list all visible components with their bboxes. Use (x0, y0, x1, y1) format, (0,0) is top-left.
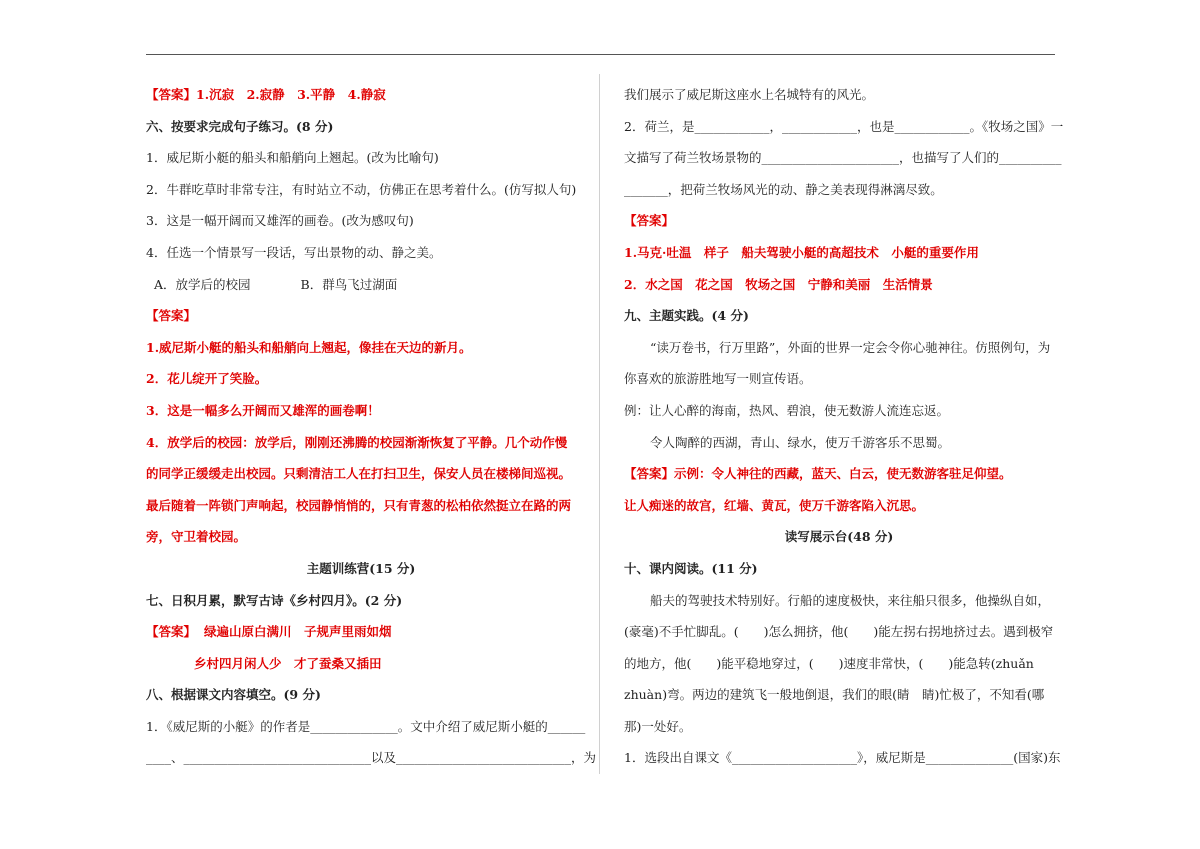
left-column (146, 79, 597, 774)
answer-6-item-4: 4．放学后的校园：放学后，刚刚还沸腾的校园渐渐恢复了平静。几个动作慢的同学正缓缓走出校园。只剩清洁工人在打扫卫生，保安人员在楼梯间巡视。最后随着一阵锁门声响起，校园静悄悄的，只有青葱的松柏依然挺立在路的两旁，守卫着校园。 (146, 434, 572, 545)
answer-7-line-1: 绿遍山原白满川 子规声里雨如烟 (204, 624, 392, 640)
answer-5 (146, 79, 576, 111)
question-9-text: “读万卷书，行万里路”，外面的世界一定会令你心驰神往。仿照例句，为你喜欢的旅游胜地写一则宣传语。 (624, 339, 1051, 387)
answer-6-item-1: 1.威尼斯小艇的船头和船艄向上翘起，像挂在天边的新月。 (146, 339, 472, 355)
question-7-title: 七、日积月累，默写古诗《乡村四月》。(2 分) (146, 592, 403, 608)
answer-tag: 【答案】 (146, 87, 197, 102)
answer-tag: 【答案】 (146, 624, 197, 640)
top-rule (146, 54, 1055, 55)
question-9-example-1: 例：让人心醉的海南，热风、碧浪，使无数游人流连忘返。 (624, 402, 950, 418)
answer-9 (624, 458, 1054, 490)
answer-tag: 【答案】 (624, 213, 675, 229)
section-title: 主题训练营(15 分) (306, 560, 416, 576)
answer-6-item-2: 2．花儿绽开了笑脸。 (146, 371, 268, 387)
question-6-item-4: 4．任选一个情景写一段话，写出景物的动、静之美。 (146, 244, 442, 260)
question-8-item-1-cont: ____、______________________________以及____________________________，为 (146, 750, 597, 766)
answer-7 (146, 616, 576, 648)
question-8-item-2: 2．荷兰，是____________，____________，也是____________。《牧场之国》一 (624, 118, 1064, 134)
question-6-options: A．放学后的校园 B．群鸟飞过湖面 (154, 276, 398, 292)
question-8-item-2-end: _______，把荷兰牧场风光的动、静之美表现得淋漓尽致。 (624, 181, 943, 197)
answer-7-line-2: 乡村四月闲人少 才了蚕桑又插田 (194, 655, 382, 671)
question-10-title: 十、课内阅读。(11 分) (624, 560, 758, 576)
question-8-title: 八、根据课文内容填空。(9 分) (146, 687, 321, 703)
question-8-item-1: 1．《威尼斯的小艇》的作者是______________。文中介绍了威尼斯小艇的______ (146, 718, 586, 734)
answer-6-item-3: 3．这是一幅多么开阔而又雄浑的画卷啊！ (146, 402, 380, 418)
answer-tag: 【答案】 (146, 308, 197, 324)
column-divider (599, 74, 600, 774)
question-8-item-1-end: 我们展示了威尼斯这座水上名城特有的风光。 (624, 87, 875, 102)
question-6-title: 六、按要求完成句子练习。(8 分) (146, 118, 334, 134)
answer-9-line-1: 示例：令人神往的西藏，蓝天、白云，使无数游客驻足仰望。 (674, 466, 1012, 482)
answer-8-item-2: 2．水之国 花之国 牧场之国 宁静和美丽 生活情景 (624, 276, 933, 292)
question-6-item-2: 2．牛群吃草时非常专注，有时站立不动，仿佛正在思考着什么。(仿写拟人句) (146, 181, 577, 197)
answer-tag: 【答案】 (624, 466, 675, 482)
question-8-item-2-cont: 文描写了荷兰牧场景物的______________________，也描写了人们的__________ (624, 150, 1062, 166)
answer-8-item-1: 1.马克·吐温 样子 船夫驾驶小艇的高超技术 小艇的重要作用 (624, 244, 979, 260)
right-column (624, 79, 1064, 774)
answer-text: 1.沉寂 2.寂静 3.平静 4.静寂 (196, 87, 386, 102)
section-title: 读写展示台(48 分) (784, 529, 894, 545)
question-9-title: 九、主题实践。(4 分) (624, 308, 749, 324)
question-9-example-2: 令人陶醉的西湖，青山、绿水，使万千游客乐不思蜀。 (650, 434, 951, 450)
question-10-item-1: 1．选段出自课文《____________________》，威尼斯是______________(国家)东 (624, 750, 1061, 766)
question-6-item-1: 1．威尼斯小艇的船头和船艄向上翘起。(改为比喻句) (146, 150, 439, 166)
question-6-item-3: 3．这是一幅开阔而又雄浑的画卷。(改为感叹句) (146, 213, 414, 229)
answer-9-line-2: 让人痴迷的故宫，红墙、黄瓦，使万千游客陷入沉思。 (624, 497, 925, 513)
question-10-passage: 船夫的驾驶技术特别好。行船的速度极快，来往船只很多，他操纵自如，(豪毫)不手忙脚乱。( )怎么拥挤，他( )能左拐右拐地挤过去。遇到极窄的地方，他( )能平稳地穿过，( )速度非常快，( )能急转(zhuǎn zhuàn)弯。两边的建筑飞一般地倒退，我们的眼(睛 睛)忙极了，不知看(哪 那)一处好。 (624, 592, 1057, 734)
